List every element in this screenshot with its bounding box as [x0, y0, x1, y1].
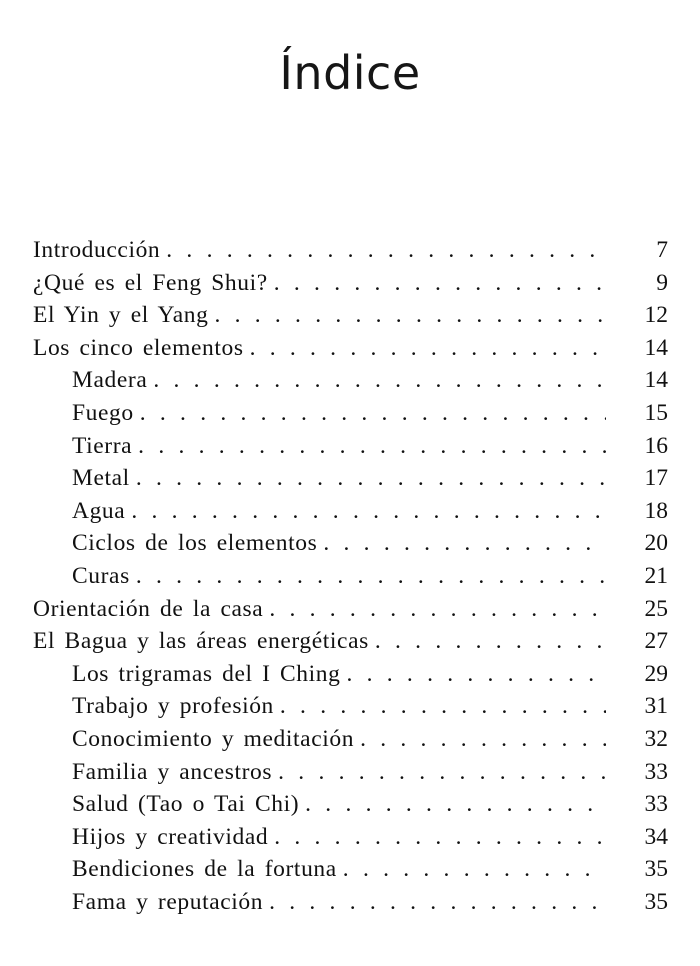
table-of-contents: [33, 234, 668, 918]
dot-leader: [140, 397, 606, 430]
dot-leader: [305, 788, 606, 821]
toc-entry: [33, 853, 668, 886]
dot-leader: [131, 495, 606, 528]
dot-leader: [274, 267, 606, 300]
dot-leader: [278, 756, 606, 789]
toc-entry: [33, 625, 668, 658]
toc-entry: [33, 658, 668, 691]
dot-leader: [136, 560, 606, 593]
toc-entry-page-number: 29: [644, 660, 668, 687]
dot-leader: [138, 430, 606, 463]
toc-entry-label: Tierra: [72, 432, 133, 459]
dot-leader: [250, 332, 606, 365]
toc-entry: [33, 593, 668, 626]
page-title: Índice: [279, 46, 421, 100]
toc-entry-label: Hijos y creatividad: [72, 823, 269, 850]
toc-entry: [33, 527, 668, 560]
dot-leader: [323, 527, 606, 560]
toc-entry: [33, 560, 668, 593]
dot-leader: [153, 364, 606, 397]
toc-entry-label: Orientación de la casa: [33, 595, 264, 622]
toc-entry-label: Trabajo y profesión: [72, 693, 274, 720]
toc-entry-label: Agua: [72, 497, 126, 524]
toc-entry: [33, 234, 668, 267]
toc-entry-page-number: 34: [644, 823, 668, 850]
toc-entry-label: Bendiciones de la fortuna: [72, 856, 337, 883]
dot-leader: [274, 821, 606, 854]
dot-leader: [214, 299, 606, 332]
toc-entry-label: Salud (Tao o Tai Chi): [72, 791, 300, 818]
dot-leader: [343, 853, 606, 886]
toc-entry: [33, 397, 668, 430]
toc-entry-page-number: 12: [644, 302, 668, 329]
toc-entry: [33, 788, 668, 821]
toc-entry-page-number: 35: [644, 856, 668, 883]
toc-entry-label: Introducción: [33, 237, 161, 263]
toc-entry-page-number: 7: [656, 237, 668, 263]
toc-entry-label: Ciclos de los elementos: [72, 530, 318, 557]
toc-entry-label: Los cinco elementos: [33, 334, 244, 361]
toc-entry: [33, 462, 668, 495]
toc-entry-page-number: 32: [644, 725, 668, 752]
toc-entry-page-number: 27: [644, 628, 668, 655]
toc-entry-label: Conocimiento y meditación: [72, 725, 355, 752]
toc-entry-page-number: 20: [644, 530, 668, 557]
toc-entry-page-number: 33: [644, 758, 668, 785]
dot-leader: [166, 234, 606, 267]
toc-entry-label: Fuego: [72, 399, 134, 426]
toc-entry-page-number: 25: [644, 595, 668, 622]
toc-entry-page-number: 9: [656, 269, 668, 296]
toc-entry-page-number: 33: [644, 791, 668, 818]
toc-entry-label: El Yin y el Yang: [33, 302, 209, 329]
dot-leader: [269, 886, 606, 919]
toc-entry: [33, 886, 668, 919]
dot-leader: [375, 625, 606, 658]
toc-entry-label: Metal: [72, 465, 130, 492]
toc-entry-page-number: 16: [644, 432, 668, 459]
toc-entry-page-number: 35: [644, 888, 668, 915]
toc-entry-label: Fama y reputación: [72, 888, 264, 915]
toc-entry-label: Familia y ancestros: [72, 758, 273, 785]
toc-entry-page-number: 17: [644, 465, 668, 492]
toc-entry: [33, 332, 668, 365]
toc-entry: [33, 267, 668, 300]
toc-entry-page-number: 31: [644, 693, 668, 720]
toc-entry: [33, 756, 668, 789]
dot-leader: [280, 690, 606, 723]
toc-entry-page-number: 18: [644, 497, 668, 524]
dot-leader: [136, 462, 606, 495]
dot-leader: [360, 723, 606, 756]
toc-entry: [33, 690, 668, 723]
toc-entry-page-number: 21: [644, 562, 668, 589]
toc-entry: [33, 299, 668, 332]
dot-leader: [269, 593, 606, 626]
toc-entry-page-number: 15: [644, 399, 668, 426]
toc-entry-label: ¿Qué es el Feng Shui?: [33, 269, 268, 296]
toc-entry-page-number: 14: [644, 367, 668, 394]
toc-entry-label: Curas: [72, 562, 130, 589]
toc-entry: [33, 364, 668, 397]
toc-entry: [33, 495, 668, 528]
toc-entry-label: Madera: [72, 367, 148, 394]
toc-entry: [33, 430, 668, 463]
toc-entry-label: El Bagua y las áreas energéticas: [33, 628, 369, 655]
toc-entry-page-number: 14: [644, 334, 668, 361]
toc-entry: [33, 821, 668, 854]
toc-entry: [33, 723, 668, 756]
dot-leader: [346, 658, 606, 691]
toc-entry-label: Los trigramas del I Ching: [72, 660, 341, 687]
